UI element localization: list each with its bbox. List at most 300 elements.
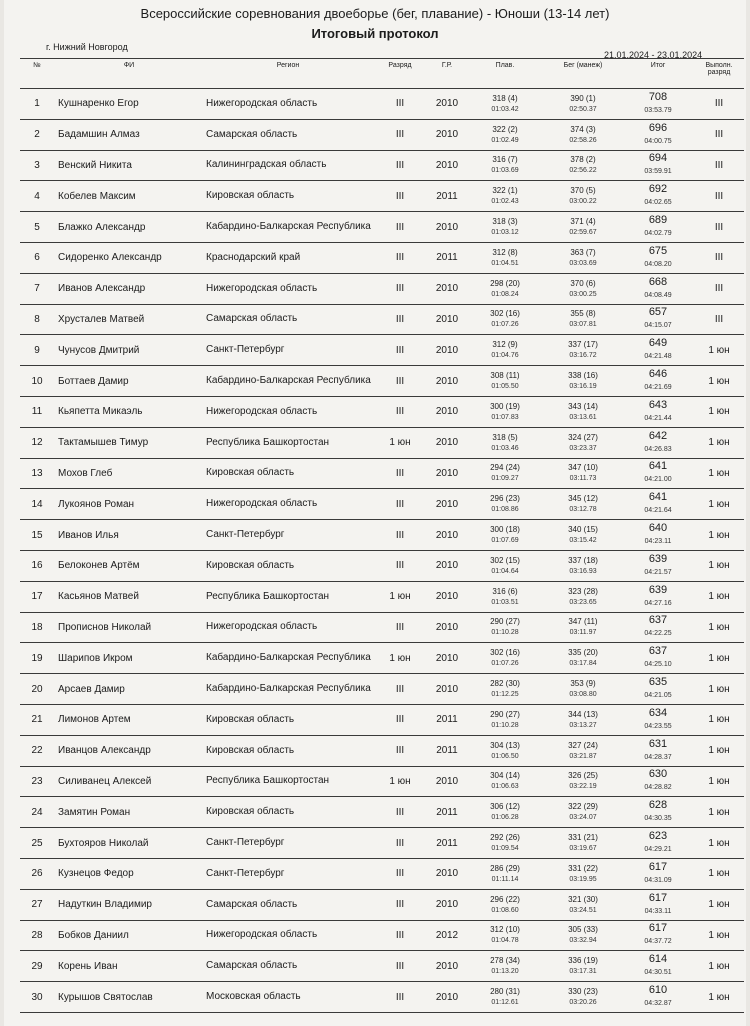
athlete-rank: III: [372, 674, 428, 705]
run-time: 03:20.26: [569, 999, 597, 1006]
athlete-rank: III: [372, 181, 428, 212]
place-number: 20: [20, 674, 54, 705]
run-time: 03:08.80: [569, 691, 597, 699]
athlete-region: Самарская область: [204, 304, 372, 335]
table-row: [20, 766, 744, 797]
swim-result: [466, 212, 544, 243]
run-result: [544, 704, 622, 735]
run-result: [544, 889, 622, 920]
swim-result: [466, 520, 544, 551]
run-points: 335 (20): [568, 648, 598, 658]
swim-points: 290 (27): [490, 709, 520, 719]
col-header-total: Итог: [622, 59, 694, 89]
total-points: 696: [648, 121, 668, 134]
birth-year: 2010: [428, 766, 466, 797]
total-result: [622, 828, 694, 859]
swim-time: 01:05.50: [491, 383, 519, 391]
swim-time: 01:08.86: [491, 506, 519, 514]
total-result: [622, 427, 694, 458]
table-row: [20, 427, 744, 458]
athlete-rank: III: [372, 335, 428, 366]
athlete-region: Самарская область: [204, 119, 372, 150]
total-points: 623: [648, 830, 668, 843]
run-points: 323 (28): [568, 586, 598, 596]
place-number: 23: [20, 766, 54, 797]
table-row: [20, 150, 744, 181]
run-result: [544, 304, 622, 335]
achieved-rank: 1 юн: [694, 951, 744, 982]
run-points: 355 (8): [570, 309, 596, 319]
swim-time: 01:03.12: [491, 229, 519, 237]
athlete-rank: III: [372, 951, 428, 982]
place-number: 22: [20, 735, 54, 766]
table-row: [20, 489, 744, 520]
achieved-rank: III: [694, 89, 744, 120]
results-table: [20, 58, 744, 1013]
table-row: [20, 858, 744, 889]
total-time: 04:30.51: [644, 969, 672, 977]
athlete-rank: III: [372, 920, 428, 951]
total-result: [622, 550, 694, 581]
swim-result: [466, 581, 544, 612]
athlete-name: Иванов Илья: [54, 520, 204, 551]
athlete-rank: III: [372, 366, 428, 397]
total-points: 634: [648, 706, 668, 719]
run-result: [544, 828, 622, 859]
athlete-rank: III: [372, 150, 428, 181]
place-number: 16: [20, 550, 54, 581]
table-row: [20, 89, 744, 120]
protocol-sheet: [4, 0, 746, 1026]
total-points: 617: [648, 922, 668, 935]
total-result: [622, 889, 694, 920]
swim-time: 01:06.50: [491, 752, 519, 760]
swim-result: [466, 396, 544, 427]
athlete-region: Республика Башкортостан: [204, 427, 372, 458]
achieved-rank: III: [694, 304, 744, 335]
run-time: 03:16.93: [569, 567, 597, 575]
birth-year: 2010: [428, 951, 466, 982]
place-number: 24: [20, 797, 54, 828]
table-row: [20, 828, 744, 859]
swim-result: [466, 89, 544, 120]
run-points: 331 (22): [568, 863, 598, 873]
run-points: 340 (15): [568, 525, 598, 535]
athlete-rank: III: [372, 520, 428, 551]
swim-time: 01:04.76: [491, 352, 519, 360]
birth-year: 2010: [428, 982, 466, 1013]
run-points: 330 (23): [568, 987, 598, 996]
table-row: [20, 612, 744, 643]
athlete-name: Сидоренко Александр: [54, 242, 204, 273]
birth-year: 2010: [428, 212, 466, 243]
run-time: 03:19.67: [569, 845, 597, 853]
run-result: [544, 396, 622, 427]
athlete-rank: 1 юн: [372, 581, 428, 612]
total-points: 637: [648, 645, 668, 658]
swim-result: [466, 489, 544, 520]
total-result: [622, 335, 694, 366]
swim-time: 01:07.69: [491, 537, 519, 545]
achieved-rank: 1 юн: [694, 458, 744, 489]
swim-result: [466, 828, 544, 859]
achieved-rank: 1 юн: [694, 550, 744, 581]
birth-year: 2010: [428, 889, 466, 920]
athlete-name: Надуткин Владимир: [54, 889, 204, 920]
run-result: [544, 674, 622, 705]
run-points: 371 (4): [570, 217, 596, 227]
total-result: [622, 181, 694, 212]
athlete-name: Мохов Глеб: [54, 458, 204, 489]
swim-result: [466, 304, 544, 335]
total-result: [622, 951, 694, 982]
swim-result: [466, 550, 544, 581]
athlete-rank: III: [372, 489, 428, 520]
total-result: [622, 766, 694, 797]
run-time: 03:11.97: [569, 629, 597, 637]
swim-time: 01:03.51: [491, 598, 519, 606]
swim-time: 01:07.26: [491, 660, 519, 668]
total-time: 04:32.87: [644, 1000, 672, 1007]
swim-time: 01:10.28: [491, 629, 519, 637]
run-time: 03:17.84: [569, 660, 597, 668]
swim-points: 318 (5): [492, 432, 518, 442]
athlete-rank: III: [372, 212, 428, 243]
run-result: [544, 982, 622, 1013]
swim-points: 296 (23): [490, 494, 520, 504]
total-time: 04:02.79: [644, 230, 672, 238]
total-points: 675: [648, 244, 668, 257]
athlete-name: Курышов Святослав: [54, 982, 204, 1013]
athlete-region: Санкт-Петербург: [204, 520, 372, 551]
athlete-name: Бобков Даниил: [54, 920, 204, 951]
run-time: 03:23.37: [569, 444, 597, 452]
birth-year: 2010: [428, 304, 466, 335]
athlete-name: Касьянов Матвей: [54, 581, 204, 612]
athlete-region: Санкт-Петербург: [204, 858, 372, 889]
col-header-name: ФИ: [54, 59, 204, 89]
table-row: [20, 704, 744, 735]
run-time: 03:21.87: [569, 752, 597, 760]
swim-result: [466, 982, 544, 1013]
run-time: 03:00.22: [569, 198, 597, 206]
athlete-region: Кировская область: [204, 797, 372, 828]
swim-result: [466, 612, 544, 643]
athlete-region: Нижегородская область: [204, 489, 372, 520]
swim-points: 322 (2): [492, 124, 518, 134]
total-time: 04:33.11: [644, 907, 672, 915]
run-points: 327 (24): [568, 740, 598, 750]
athlete-region: Кабардино-Балкарская Республика: [204, 643, 372, 674]
total-time: 04:21.48: [644, 353, 672, 361]
table-row: [20, 304, 744, 335]
total-points: 642: [648, 429, 668, 442]
achieved-rank: III: [694, 119, 744, 150]
swim-time: 01:02.43: [491, 198, 519, 206]
swim-time: 01:03.69: [491, 167, 519, 175]
table-row: [20, 242, 744, 273]
table-row: [20, 797, 744, 828]
athlete-region: Краснодарский край: [204, 242, 372, 273]
total-points: 643: [648, 398, 668, 411]
run-points: 378 (2): [570, 155, 596, 165]
achieved-rank: III: [694, 181, 744, 212]
athlete-rank: III: [372, 304, 428, 335]
athlete-region: Кировская область: [204, 550, 372, 581]
run-result: [544, 920, 622, 951]
athlete-name: Бадамшин Алмаз: [54, 119, 204, 150]
total-result: [622, 581, 694, 612]
swim-points: 280 (31): [490, 987, 520, 996]
achieved-rank: 1 юн: [694, 674, 744, 705]
run-time: 03:11.73: [569, 475, 597, 483]
table-row: [20, 396, 744, 427]
run-points: 305 (33): [568, 925, 598, 935]
athlete-name: Кобелев Максим: [54, 181, 204, 212]
run-time: 03:12.78: [569, 506, 597, 514]
swim-time: 01:10.28: [491, 721, 519, 729]
swim-result: [466, 951, 544, 982]
athlete-rank: 1 юн: [372, 643, 428, 674]
place-number: 2: [20, 119, 54, 150]
total-points: 657: [648, 306, 668, 319]
swim-time: 01:06.63: [491, 783, 519, 791]
achieved-rank: 1 юн: [694, 920, 744, 951]
swim-time: 01:09.27: [491, 475, 519, 483]
run-result: [544, 735, 622, 766]
achieved-rank: 1 юн: [694, 858, 744, 889]
run-points: 363 (7): [570, 247, 596, 257]
run-points: 347 (11): [568, 617, 598, 627]
run-result: [544, 766, 622, 797]
table-row: [20, 273, 744, 304]
table-row: [20, 920, 744, 951]
athlete-region: Кировская область: [204, 181, 372, 212]
swim-result: [466, 735, 544, 766]
run-result: [544, 242, 622, 273]
table-row: [20, 951, 744, 982]
total-time: 04:21.69: [644, 384, 672, 392]
run-time: 02:50.37: [569, 105, 597, 113]
total-result: [622, 489, 694, 520]
run-result: [544, 643, 622, 674]
swim-time: 01:03.42: [491, 105, 519, 113]
place-number: 7: [20, 273, 54, 304]
run-result: [544, 520, 622, 551]
swim-points: 290 (27): [490, 617, 520, 627]
athlete-name: Кузнецов Федор: [54, 858, 204, 889]
total-time: 04:00.75: [644, 137, 672, 145]
athlete-name: Бухтояров Николай: [54, 828, 204, 859]
athlete-name: Лукоянов Роман: [54, 489, 204, 520]
birth-year: 2010: [428, 366, 466, 397]
swim-points: 298 (20): [490, 278, 520, 288]
birth-year: 2011: [428, 704, 466, 735]
total-points: 689: [648, 214, 668, 227]
achieved-rank: III: [694, 273, 744, 304]
athlete-rank: III: [372, 119, 428, 150]
athlete-region: Республика Башкортостан: [204, 581, 372, 612]
col-header-year: Г.Р.: [428, 59, 466, 89]
birth-year: 2010: [428, 643, 466, 674]
swim-result: [466, 458, 544, 489]
place-number: 12: [20, 427, 54, 458]
run-points: 345 (12): [568, 494, 598, 504]
swim-points: 312 (10): [490, 925, 520, 935]
swim-time: 01:07.26: [491, 321, 519, 329]
table-row: [20, 581, 744, 612]
run-points: 326 (25): [568, 771, 598, 781]
place-number: 9: [20, 335, 54, 366]
swim-points: 302 (16): [490, 648, 520, 658]
swim-result: [466, 335, 544, 366]
birth-year: 2011: [428, 735, 466, 766]
athlete-region: Кабардино-Балкарская Республика: [204, 674, 372, 705]
total-time: 04:26.83: [644, 445, 672, 453]
birth-year: 2010: [428, 858, 466, 889]
athlete-rank: III: [372, 982, 428, 1013]
place-number: 18: [20, 612, 54, 643]
place-number: 30: [20, 982, 54, 1013]
achieved-rank: 1 юн: [694, 797, 744, 828]
athlete-rank: III: [372, 828, 428, 859]
total-points: 639: [648, 583, 668, 596]
total-result: [622, 119, 694, 150]
swim-time: 01:08.24: [491, 290, 519, 298]
swim-points: 318 (4): [492, 93, 518, 103]
birth-year: 2010: [428, 458, 466, 489]
col-header-rank: Разряд: [372, 59, 428, 89]
athlete-region: Нижегородская область: [204, 273, 372, 304]
athlete-name: Кьяпетта Микаэль: [54, 396, 204, 427]
athlete-region: Республика Башкортостан: [204, 766, 372, 797]
table-row: [20, 735, 744, 766]
total-time: 04:23.55: [644, 722, 672, 730]
achieved-rank: III: [694, 212, 744, 243]
athlete-rank: III: [372, 273, 428, 304]
swim-points: 294 (24): [490, 463, 520, 473]
swim-result: [466, 242, 544, 273]
run-result: [544, 181, 622, 212]
col-header-swim: Плав.: [466, 59, 544, 89]
run-result: [544, 612, 622, 643]
table-row: [20, 458, 744, 489]
total-time: 04:21.00: [644, 476, 672, 484]
place-number: 15: [20, 520, 54, 551]
table-row: [20, 550, 744, 581]
run-result: [544, 858, 622, 889]
achieved-rank: 1 юн: [694, 704, 744, 735]
run-points: 353 (9): [570, 679, 596, 689]
col-header-run: Бег (манеж): [544, 59, 622, 89]
total-points: 692: [648, 183, 668, 196]
athlete-name: Корень Иван: [54, 951, 204, 982]
total-points: 641: [648, 491, 668, 504]
swim-points: 302 (15): [490, 555, 520, 565]
total-points: 614: [648, 953, 668, 966]
swim-time: 01:12.61: [491, 999, 519, 1006]
place-number: 1: [20, 89, 54, 120]
run-time: 02:56.22: [569, 167, 597, 175]
total-points: 630: [648, 768, 668, 781]
run-time: 03:23.65: [569, 598, 597, 606]
swim-result: [466, 427, 544, 458]
run-points: 370 (6): [570, 278, 596, 288]
achieved-rank: 1 юн: [694, 612, 744, 643]
birth-year: 2011: [428, 828, 466, 859]
table-row: [20, 643, 744, 674]
dates-label: 21.01.2024 - 23.01.2024: [604, 50, 703, 60]
place-number: 10: [20, 366, 54, 397]
run-points: 338 (16): [568, 371, 598, 381]
table-row: [20, 674, 744, 705]
achieved-rank: III: [694, 242, 744, 273]
place-number: 19: [20, 643, 54, 674]
birth-year: 2010: [428, 150, 466, 181]
swim-points: 302 (16): [490, 309, 520, 319]
athlete-name: Иванов Александр: [54, 273, 204, 304]
swim-time: 01:04.78: [491, 937, 519, 945]
total-time: 04:31.09: [644, 876, 672, 884]
total-time: 04:21.44: [644, 414, 672, 422]
athlete-name: Кушнаренко Егор: [54, 89, 204, 120]
run-points: 321 (30): [568, 894, 598, 904]
birth-year: 2010: [428, 520, 466, 551]
total-points: 668: [648, 275, 668, 288]
run-points: 344 (13): [568, 709, 598, 719]
athlete-rank: III: [372, 704, 428, 735]
total-result: [622, 920, 694, 951]
run-time: 03:22.19: [569, 783, 597, 791]
swim-points: 316 (6): [492, 586, 518, 596]
athlete-rank: III: [372, 396, 428, 427]
achieved-rank: 1 юн: [694, 335, 744, 366]
total-time: 04:08.49: [644, 291, 672, 299]
swim-points: 292 (26): [490, 833, 520, 843]
swim-points: 286 (29): [490, 863, 520, 873]
swim-points: 322 (1): [492, 186, 518, 196]
place-number: 13: [20, 458, 54, 489]
athlete-name: Шарипов Икром: [54, 643, 204, 674]
birth-year: 2011: [428, 181, 466, 212]
run-time: 03:00.25: [569, 290, 597, 298]
total-points: 708: [648, 90, 668, 103]
swim-result: [466, 858, 544, 889]
achieved-rank: 1 юн: [694, 889, 744, 920]
run-time: 03:19.95: [569, 875, 597, 883]
birth-year: 2010: [428, 674, 466, 705]
run-result: [544, 581, 622, 612]
place-number: 4: [20, 181, 54, 212]
total-time: 04:37.72: [644, 938, 672, 946]
athlete-region: Самарская область: [204, 951, 372, 982]
total-time: 04:02.65: [644, 199, 672, 207]
table-row: [20, 335, 744, 366]
swim-time: 01:12.25: [491, 691, 519, 699]
swim-result: [466, 119, 544, 150]
run-time: 03:03.69: [569, 259, 597, 267]
total-time: 04:28.37: [644, 753, 672, 761]
athlete-name: Силиванец Алексей: [54, 766, 204, 797]
total-result: [622, 643, 694, 674]
place-number: 11: [20, 396, 54, 427]
place-number: 27: [20, 889, 54, 920]
swim-result: [466, 766, 544, 797]
run-result: [544, 951, 622, 982]
total-result: [622, 735, 694, 766]
swim-time: 01:07.83: [491, 413, 519, 421]
athlete-name: Замятин Роман: [54, 797, 204, 828]
